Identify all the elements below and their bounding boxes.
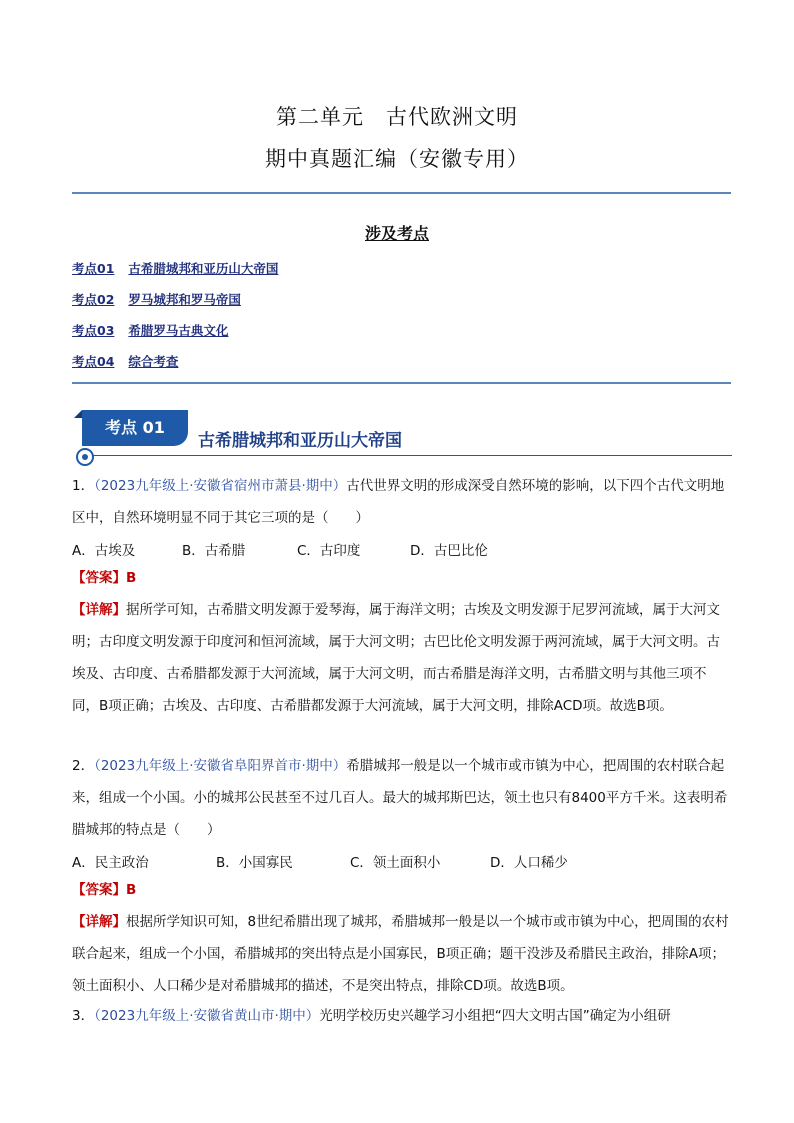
question-number: 2． [72, 758, 95, 774]
toc-item-text: 综合考查 [128, 354, 179, 369]
toc-heading: 涉及考点 [364, 224, 429, 243]
divider-top [72, 192, 731, 194]
toc-item-label: 考点04 [72, 354, 115, 369]
badge-fold-shape [74, 410, 82, 418]
toc-item-label: 考点01 [72, 261, 115, 276]
detail-tag: 【详解】 [72, 914, 126, 930]
answer-tag: 【答案】 [72, 882, 126, 898]
section-title: 古希腊城邦和亚历山大帝国 [198, 431, 402, 451]
question-source: （2023九年级上·安徽省阜阳界首市·期中） [94, 758, 347, 774]
question-text: 光明学校历史兴趣学习小组把“四大文明古国”确定为小组研 [319, 1008, 671, 1024]
option-c: C．古印度 [297, 543, 361, 559]
document-subtitle: 期中真题汇编（安徽专用） [265, 147, 529, 171]
toc-item-text: 希腊罗马古典文化 [128, 323, 229, 338]
detail-text: 根据所学知识可知，8世纪希腊出现了城邦，希腊城邦一般是以一个城市或市镇为中心，把周围的农村联合起来，组成一个小国，希腊城邦的突出特点是小国寡民，B项正确；题干没涉及希腊民主政治，排除A项；领土面积小、人口稀少是对希腊城邦的描述，不是突出特点，排除CD项。故选B项。 [72, 914, 729, 994]
toc-item-text: 古希腊城邦和亚历山大帝国 [128, 261, 279, 276]
question-1-detail [72, 594, 732, 722]
option-d: D．人口稀少 [490, 855, 568, 871]
toc-item-2[interactable] [72, 290, 241, 308]
question-1-stem [72, 470, 732, 534]
answer-value: B [126, 570, 137, 586]
question-2-stem [72, 750, 732, 846]
question-2-options [72, 851, 568, 871]
toc-item-4[interactable] [72, 352, 178, 370]
option-b: B．小国寡民 [216, 855, 293, 871]
document-title: 第二单元 古代欧洲文明 [276, 105, 518, 129]
bullet-circle-icon [76, 448, 94, 466]
question-2-detail [72, 906, 732, 1002]
toc-item-label: 考点02 [72, 292, 115, 307]
answer-value: B [126, 882, 137, 898]
question-2-answer [72, 874, 732, 906]
option-b: B．古希腊 [182, 543, 246, 559]
question-text: 古代世界文明的形成深受自然环境的影响，以下四个古代文明地区中，自然环境明显不同于其它三项的是（ ） [72, 478, 725, 526]
option-d: D．古巴比伦 [410, 543, 488, 559]
section-badge-label: 考点 01 [82, 410, 188, 446]
question-number: 3． [72, 1008, 95, 1024]
option-a: A．民主政治 [72, 855, 149, 871]
section-badge [74, 410, 192, 448]
detail-text: 据所学可知，古希腊文明发源于爱琴海，属于海洋文明；古埃及文明发源于尼罗河流域，属于大河文明；古印度文明发源于印度河和恒河流域，属于大河文明；古巴比伦文明发源于两河流域，属于大河文明。古埃及、古印度、古希腊都发源于大河流域，属于大河文明，而古希腊是海洋文明，古希腊文明与其他三项不同，B项正确；古埃及、古印度、古希腊都发源于大河流域，属于大河文明，排除ACD项。故选B项。 [72, 602, 720, 714]
question-3-stem [72, 1000, 732, 1032]
toc-item-label: 考点03 [72, 323, 115, 338]
question-source: （2023九年级上·安徽省黄山市·期中） [94, 1008, 320, 1024]
answer-tag: 【答案】 [72, 570, 126, 586]
detail-tag: 【详解】 [72, 602, 126, 618]
toc-item-1[interactable] [72, 259, 278, 277]
question-number: 1． [72, 478, 95, 494]
option-c: C．领土面积小 [350, 855, 441, 871]
divider-bottom [72, 382, 731, 384]
question-1-options [72, 539, 488, 559]
question-1-answer [72, 562, 732, 594]
question-source: （2023九年级上·安徽省宿州市萧县·期中） [94, 478, 347, 494]
section-underline [92, 455, 732, 456]
toc-item-3[interactable] [72, 321, 228, 339]
toc-item-text: 罗马城邦和罗马帝国 [128, 292, 241, 307]
question-text: 希腊城邦一般是以一个城市或市镇为中心，把周围的农村联合起来，组成一个小国。小的城邦公民甚至不过几百人。最大的城邦斯巴达，领土也只有8400平方千米。这表明希腊城邦的特点是（ ） [72, 758, 728, 838]
option-a: A．古埃及 [72, 543, 136, 559]
